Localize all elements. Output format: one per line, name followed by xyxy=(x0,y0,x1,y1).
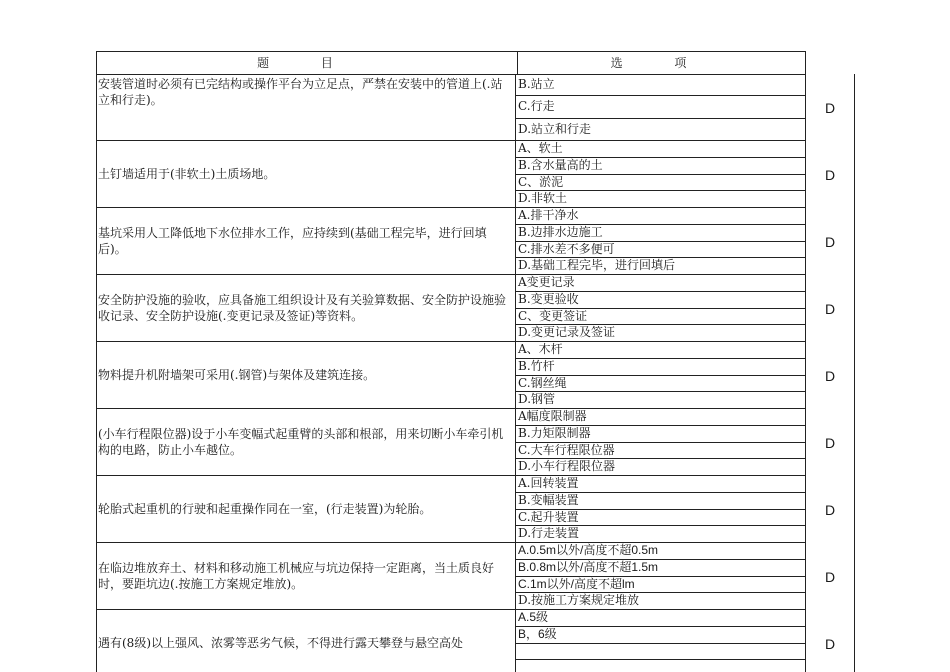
option-item: A.回转装置 xyxy=(516,476,805,493)
option-item: D.行走装置 xyxy=(516,526,805,543)
options-cell xyxy=(516,409,806,476)
table-row xyxy=(96,141,856,208)
option-item: B.力矩限制器 xyxy=(516,426,805,443)
table-row xyxy=(96,409,856,476)
option-item: C.起升装置 xyxy=(516,510,805,527)
question-text: 安全防护没施的验收，应具备施工组织设计及有关验算数据、安全防护设施验收记录、安全防护设施(.变更记录及签证)等资料。 xyxy=(96,275,516,342)
question-text: (小车行程限位器)设于小车变幅式起重臂的头部和根部，用来切断小车牵引机构的电路，防止小车越位。 xyxy=(96,409,516,476)
header-options-label: 选 项 xyxy=(610,56,711,70)
option-item: C.1m以外/高度不超lm xyxy=(516,577,805,594)
option-item: B.变幅装置 xyxy=(516,493,805,510)
answer-cell: D xyxy=(806,275,855,342)
header-options xyxy=(516,52,806,74)
option-item: B.边排水边施工 xyxy=(516,225,805,242)
table-row xyxy=(96,74,856,141)
option-item: B.0.8m以外/高度不超1.5m xyxy=(516,560,805,577)
option-item: D.按施工方案规定堆放 xyxy=(516,593,805,610)
option-item: A幅度限制器 xyxy=(516,409,805,426)
option-item: B，6级 xyxy=(516,627,805,644)
question-text: 物料提升机附墙架可采用(.钢管)与架体及建筑连接。 xyxy=(96,342,516,409)
option-item: D.钢管 xyxy=(516,392,805,409)
option-item: A.排干净水 xyxy=(516,208,805,225)
table-row xyxy=(96,275,856,342)
option-item: B.站立 xyxy=(516,74,805,96)
question-text: 遇有(8级)以上强风、浓雾等恶劣气候，不得进行露天攀登与悬空高处 xyxy=(96,610,516,672)
options-cell xyxy=(516,141,806,208)
options-cell xyxy=(516,610,806,672)
options-cell xyxy=(516,543,806,610)
answer-cell: D xyxy=(806,543,855,610)
question-text: 轮胎式起重机的行驶和起重操作同在一室，(行走装置)为轮胎。 xyxy=(96,476,516,543)
option-item: C、淤泥 xyxy=(516,175,805,192)
question-text: 基坑采用人工降低地下水位排水工作，应持续到(基础工程完毕，进行回填后)。 xyxy=(96,208,516,275)
table-row xyxy=(96,476,856,543)
header-question xyxy=(96,52,518,74)
question-text: 安装管道时必须有已完结构或操作平台为立足点，严禁在安装中的管道上(.站立和行走)。 xyxy=(96,74,516,141)
option-item: A变更记录 xyxy=(516,275,805,292)
option-item: B.竹杆 xyxy=(516,359,805,376)
option-item: C、变更签证 xyxy=(516,309,805,326)
table-row xyxy=(96,610,856,672)
option-item: A.5级 xyxy=(516,610,805,627)
option-item xyxy=(516,644,805,661)
option-item: C.行走 xyxy=(516,96,805,118)
table-row xyxy=(96,543,856,610)
option-item: C.钢丝绳 xyxy=(516,376,805,393)
option-item: D.非软土 xyxy=(516,191,805,208)
option-item xyxy=(516,660,805,672)
option-item: D.变更记录及签证 xyxy=(516,325,805,342)
answer-cell: D xyxy=(806,409,855,476)
answer-cell: D xyxy=(806,141,855,208)
options-cell xyxy=(516,74,806,141)
options-cell xyxy=(516,208,806,275)
option-item: A、软土 xyxy=(516,141,805,158)
options-cell xyxy=(516,275,806,342)
table-row xyxy=(96,208,856,275)
option-item: D.站立和行走 xyxy=(516,119,805,141)
option-item: B.含水量高的土 xyxy=(516,158,805,175)
option-item: D.基础工程完毕，进行回填后 xyxy=(516,258,805,275)
question-text: 土钉墙适用于(非软土)土质场地。 xyxy=(96,141,516,208)
header-question-label: 题 目 xyxy=(257,56,357,70)
answer-cell: D xyxy=(806,342,855,409)
question-sheet xyxy=(96,51,856,672)
option-item: A.0.5m以外/高度不超0.5m xyxy=(516,543,805,560)
option-item: D.小车行程限位器 xyxy=(516,459,805,476)
answer-cell: D xyxy=(806,74,855,141)
option-item: B.变更验收 xyxy=(516,292,805,309)
question-text: 在临边堆放弃土、材料和移动施工机械应与坑边保持一定距离，当土质良好时，要距坑边(.按施工方案规定堆放)。 xyxy=(96,543,516,610)
table-header xyxy=(96,51,806,75)
table-row xyxy=(96,342,856,409)
answer-cell: D xyxy=(806,476,855,543)
answer-cell: D xyxy=(806,208,855,275)
option-item: C.排水差不多便可 xyxy=(516,242,805,259)
options-cell xyxy=(516,342,806,409)
option-item: C.大车行程限位器 xyxy=(516,443,805,460)
option-item: A、木杆 xyxy=(516,342,805,359)
options-cell xyxy=(516,476,806,543)
answer-cell: D xyxy=(806,610,855,672)
